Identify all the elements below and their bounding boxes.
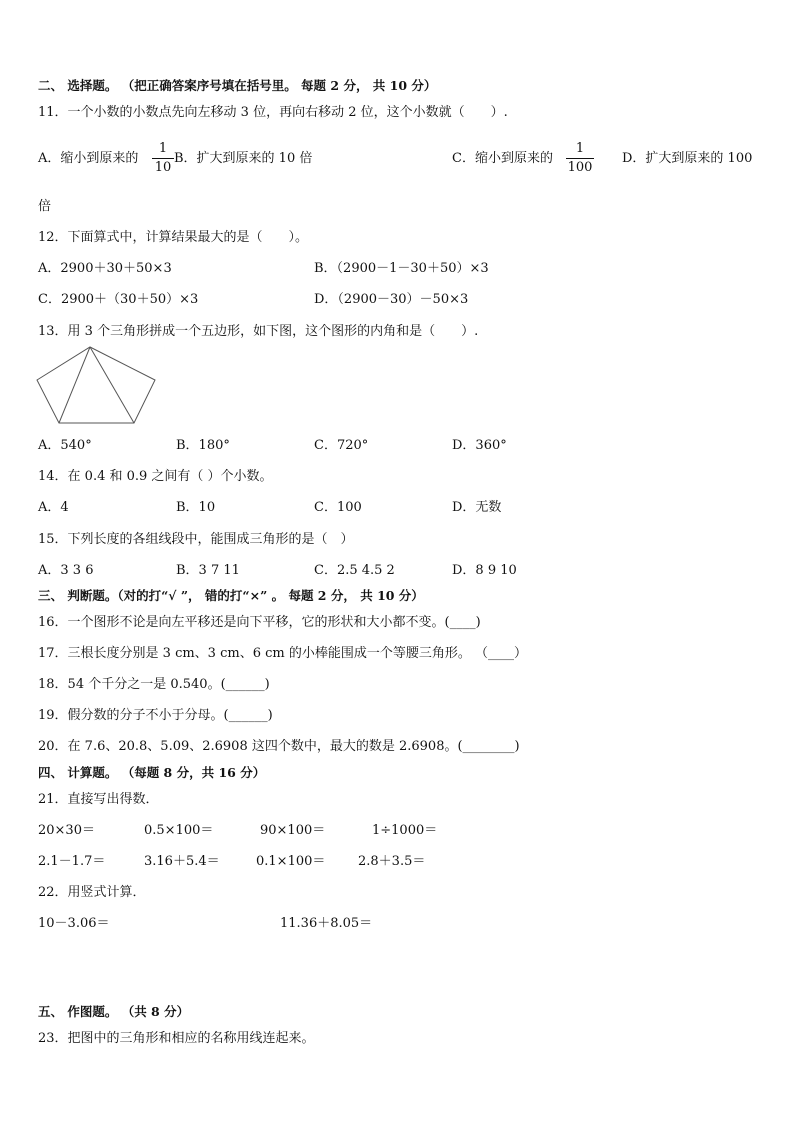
question-21-stem: 21．直接写出得数． bbox=[38, 792, 159, 807]
q21-item-4: 1÷1000＝ bbox=[372, 823, 438, 838]
q11-option-c-fraction bbox=[566, 141, 594, 176]
pentagon-figure bbox=[34, 344, 160, 426]
question-16: 16．一个图形不论是向左平移还是向下平移，它的形状和大小都不变。(____) bbox=[38, 615, 481, 630]
question-19: 19．假分数的分子不小于分母。(______) bbox=[38, 708, 273, 723]
section-4-heading: 四、 计算题。 （每题 8 分，共 16 分） bbox=[38, 765, 266, 780]
q11-option-d-wrap: 倍 bbox=[38, 199, 52, 214]
q22-item-2: 11.36＋8.05＝ bbox=[280, 916, 373, 931]
q15-option-d: D．8 9 10 bbox=[452, 563, 517, 578]
q21-item-3: 90×100＝ bbox=[260, 823, 326, 838]
q11-option-a-text: A．缩小到原来的 bbox=[38, 151, 139, 166]
q21-item-2: 0.5×100＝ bbox=[144, 823, 214, 838]
q14-option-d: D．无数 bbox=[452, 500, 502, 515]
question-14-stem: 14．在 0.4 和 0.9 之间有（ ）个小数。 bbox=[38, 469, 273, 484]
q15-option-c: C．2.5 4.5 2 bbox=[314, 563, 395, 578]
q11-option-d: D．扩大到原来的 100 bbox=[622, 151, 753, 166]
q15-option-b: B．3 7 11 bbox=[176, 563, 240, 578]
fraction-denominator: 100 bbox=[567, 160, 593, 175]
q21-item-8: 2.8＋3.5＝ bbox=[358, 854, 426, 869]
question-15-stem: 15．下列长度的各组线段中，能围成三角形的是（ ） bbox=[38, 532, 354, 547]
q13-option-d: D．360° bbox=[452, 438, 507, 453]
q13-option-a: A．540° bbox=[38, 438, 92, 453]
question-12-stem: 12．下面算式中，计算结果最大的是（ ）。 bbox=[38, 230, 309, 245]
question-20: 20．在 7.6、20.8、5.09、2.6908 这四个数中，最大的数是 2.6908。(________) bbox=[38, 739, 520, 754]
q12-option-c: C．2900＋（30＋50）×3 bbox=[38, 292, 199, 307]
section-5-heading: 五、 作图题。 （共 8 分） bbox=[38, 1004, 190, 1019]
question-18: 18．54 个千分之一是 0.540。(______) bbox=[38, 677, 270, 692]
q13-option-b: B．180° bbox=[176, 438, 230, 453]
q12-option-d: D．（2900－30）－50×3 bbox=[314, 292, 469, 307]
q11-option-a-fraction bbox=[152, 141, 174, 176]
fraction-numerator: 1 bbox=[566, 141, 594, 159]
question-23: 23．把图中的三角形和相应的名称用线连起来。 bbox=[38, 1031, 315, 1046]
fraction-numerator: 1 bbox=[152, 141, 174, 159]
q21-item-1: 20×30＝ bbox=[38, 823, 95, 838]
fraction-denominator: 10 bbox=[154, 160, 172, 175]
q11-option-c-text: C．缩小到原来的 bbox=[452, 151, 553, 166]
q14-option-c: C．100 bbox=[314, 500, 362, 515]
q13-option-c: C．720° bbox=[314, 438, 369, 453]
question-22-stem: 22．用竖式计算． bbox=[38, 885, 146, 900]
q14-option-b: B．10 bbox=[176, 500, 216, 515]
q22-item-1: 10－3.06＝ bbox=[38, 916, 110, 931]
q12-option-a: A．2900＋30＋50×3 bbox=[38, 261, 172, 276]
q14-option-a: A．4 bbox=[38, 500, 69, 515]
q21-item-6: 3.16＋5.4＝ bbox=[144, 854, 220, 869]
question-13-stem: 13．用 3 个三角形拼成一个五边形，如下图，这个图形的内角和是（ ）. bbox=[38, 324, 479, 339]
section-2-heading: 二、 选择题。 （把正确答案序号填在括号里。 每题 2 分， 共 10 分） bbox=[38, 78, 437, 93]
q21-item-5: 2.1－1.7＝ bbox=[38, 854, 106, 869]
section-3-heading: 三、 判断题。（对的打“√ ”， 错的打“×” 。 每题 2 分， 共 10 分） bbox=[38, 588, 424, 603]
q11-option-b: B．扩大到原来的 10 倍 bbox=[174, 151, 313, 166]
q15-option-a: A．3 3 6 bbox=[38, 563, 94, 578]
q21-item-7: 0.1×100＝ bbox=[256, 854, 326, 869]
question-17: 17．三根长度分别是 3 cm、3 cm、6 cm 的小棒能围成一个等腰三角形。 （____） bbox=[38, 646, 527, 661]
q12-option-b: B．（2900－1－30＋50）×3 bbox=[314, 261, 489, 276]
question-11-stem: 11．一个小数的小数点先向左移动 3 位，再向右移动 2 位，这个小数就（ ）. bbox=[38, 105, 508, 120]
